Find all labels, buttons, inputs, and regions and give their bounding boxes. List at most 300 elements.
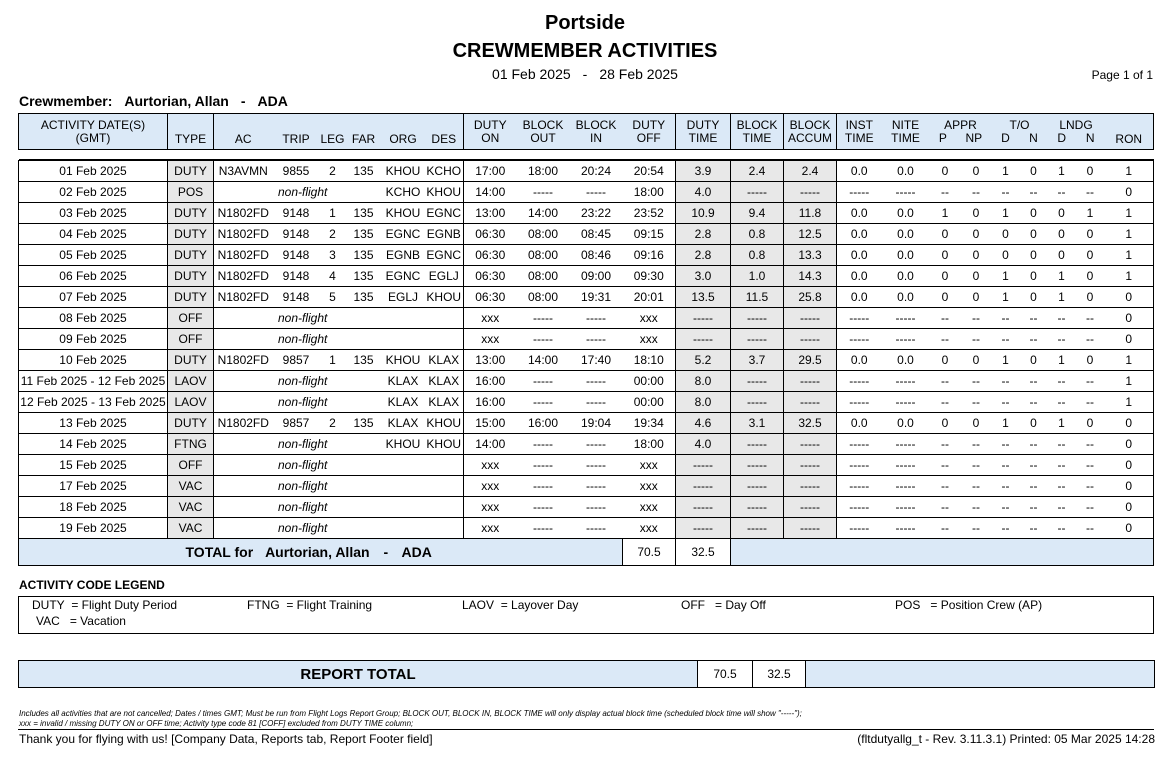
- cell-ron: 1: [1105, 350, 1154, 371]
- activity-row: [19, 266, 1154, 287]
- cell-type: DUTY: [168, 413, 214, 434]
- header-duty-off-line2: OFF: [636, 130, 661, 145]
- legend-title: ACTIVITY CODE LEGEND: [19, 578, 165, 592]
- cell-nite: 0.0: [882, 350, 930, 371]
- crew-total-text: TOTAL for: [185, 544, 254, 560]
- cell-block-out: 16:00: [517, 413, 570, 434]
- cell-lndg-n: 0: [1076, 350, 1105, 371]
- cell-duty-on: 17:00: [464, 161, 517, 182]
- cell-to-n: --: [1020, 434, 1048, 455]
- legend-box: [18, 596, 1154, 634]
- cell-lndg-d: 0: [1048, 224, 1076, 245]
- cell-date: 19 Feb 2025: [19, 518, 168, 539]
- legend-desc: = Day Off: [715, 598, 766, 612]
- header-block-accum-line2: ACCUM: [788, 130, 832, 145]
- cell-lndg-n: --: [1076, 392, 1105, 413]
- activity-table: [18, 159, 1154, 566]
- cell-appr-np: 0: [961, 287, 992, 308]
- activity-row: [19, 476, 1154, 497]
- cell-duty-time: 13.5: [676, 287, 731, 308]
- cell-date: 01 Feb 2025: [19, 161, 168, 182]
- crew-total-block-time: 32.5: [676, 539, 731, 566]
- cell-nite: -----: [882, 455, 930, 476]
- cell-appr-np: 0: [961, 350, 992, 371]
- cell-block-accum: 14.3: [784, 266, 837, 287]
- cell-to-d: --: [992, 308, 1020, 329]
- cell-appr-np: --: [961, 455, 992, 476]
- cell-to-n: 0: [1020, 224, 1048, 245]
- header-nite-time: [882, 114, 930, 150]
- cell-trip: 9148: [273, 203, 320, 224]
- cell-inst: -----: [837, 476, 882, 497]
- cell-org: EGLJ: [382, 287, 425, 308]
- cell-far: 135: [346, 203, 382, 224]
- cell-duty-time: -----: [676, 455, 731, 476]
- cell-block-accum: 25.8: [784, 287, 837, 308]
- crewmember-separator: -: [240, 93, 246, 109]
- header-des-label: DES: [431, 132, 457, 146]
- cell-duty-time: 10.9: [676, 203, 731, 224]
- cell-ac: N1802FD: [214, 245, 273, 266]
- cell-appr-np: --: [961, 308, 992, 329]
- cell-to-n: 0: [1020, 287, 1048, 308]
- cell-appr-p: 0: [930, 224, 961, 245]
- cell-inst: 0.0: [837, 224, 882, 245]
- cell-ron: 1: [1105, 392, 1154, 413]
- cell-leg: 1: [320, 203, 346, 224]
- cell-duty-off: xxx: [623, 455, 676, 476]
- cell-block-time: -----: [731, 392, 784, 413]
- legend-item-vac: [36, 614, 126, 628]
- header-org-label: ORG: [389, 132, 417, 146]
- cell-block-out: 08:00: [517, 245, 570, 266]
- cell-block-in: 08:46: [570, 245, 623, 266]
- cell-appr-p: --: [930, 476, 961, 497]
- cell-block-accum: -----: [784, 329, 837, 350]
- header-duty-time: [676, 114, 731, 150]
- cell-org: [382, 308, 425, 329]
- cell-appr-np: --: [961, 329, 992, 350]
- report-notes-line1: Includes all activities that are not cancelled; Dates / times GMT; Must be run from Flight Logs Report Group; BLOCK OUT, BLOCK IN, BLOCK TIME will only display actual block time (scheduled block time will show "-----");: [19, 709, 802, 718]
- report-total-filler: [806, 661, 1155, 688]
- cell-ron: 1: [1105, 161, 1154, 182]
- cell-block-time: 2.4: [731, 161, 784, 182]
- cell-org: [382, 497, 425, 518]
- activity-row: [19, 455, 1154, 476]
- cell-ron: 1: [1105, 371, 1154, 392]
- cell-inst: -----: [837, 371, 882, 392]
- legend-desc: = Position Crew (AP): [930, 598, 1043, 612]
- cell-to-d: --: [992, 329, 1020, 350]
- legend-desc: = Flight Training: [286, 598, 373, 612]
- header-lndg-label: LNDG: [1059, 117, 1093, 132]
- cell-duty-on: 13:00: [464, 203, 517, 224]
- crew-total-separator: -: [383, 544, 389, 560]
- header-to-n: N: [1029, 130, 1038, 145]
- cell-duty-on: xxx: [464, 476, 517, 497]
- header-far: [346, 114, 382, 150]
- cell-nite: -----: [882, 497, 930, 518]
- header-leg: [320, 114, 346, 150]
- cell-to-n: 0: [1020, 413, 1048, 434]
- cell-duty-on: 06:30: [464, 245, 517, 266]
- cell-lndg-n: --: [1076, 476, 1105, 497]
- cell-date: 14 Feb 2025: [19, 434, 168, 455]
- cell-org: KLAX: [382, 371, 425, 392]
- cell-org: [382, 476, 425, 497]
- activity-rows: [19, 160, 1154, 539]
- cell-nonflight: non-flight: [214, 371, 382, 392]
- header-appr-np: NP: [965, 130, 983, 145]
- cell-date: 04 Feb 2025: [19, 224, 168, 245]
- crewmember-line: [19, 93, 288, 109]
- cell-date: 07 Feb 2025: [19, 287, 168, 308]
- cell-to-n: 0: [1020, 245, 1048, 266]
- footer-right-text: (fltdutyallg_t - Rev. 3.11.3.1) Printed: 05 Mar 2025 14:28: [857, 732, 1155, 746]
- cell-ac: N1802FD: [214, 266, 273, 287]
- cell-block-time: -----: [731, 497, 784, 518]
- cell-leg: 2: [320, 224, 346, 245]
- header-to-label: T/O: [1009, 117, 1030, 132]
- cell-ron: 0: [1105, 413, 1154, 434]
- cell-to-d: 1: [992, 203, 1020, 224]
- activity-row: [19, 434, 1154, 455]
- cell-date: 08 Feb 2025: [19, 308, 168, 329]
- cell-block-out: -----: [517, 371, 570, 392]
- cell-nite: 0.0: [882, 287, 930, 308]
- cell-duty-off: 18:00: [623, 434, 676, 455]
- cell-type: DUTY: [168, 350, 214, 371]
- header-block-accum-line1: BLOCK: [789, 117, 831, 132]
- cell-to-n: --: [1020, 329, 1048, 350]
- cell-inst: -----: [837, 434, 882, 455]
- cell-lndg-d: --: [1048, 308, 1076, 329]
- cell-inst: 0.0: [837, 266, 882, 287]
- cell-appr-np: 0: [961, 224, 992, 245]
- report-total-row: [19, 661, 1155, 688]
- cell-des: KHOU: [425, 287, 464, 308]
- cell-des: KLAX: [425, 392, 464, 413]
- cell-duty-on: 16:00: [464, 392, 517, 413]
- legend-item-duty: [32, 598, 177, 612]
- cell-lndg-d: 1: [1048, 266, 1076, 287]
- cell-duty-off: xxx: [623, 476, 676, 497]
- cell-duty-on: xxx: [464, 455, 517, 476]
- cell-trip: 9148: [273, 287, 320, 308]
- cell-duty-off: xxx: [623, 329, 676, 350]
- date-from: 01 Feb 2025: [492, 66, 571, 82]
- cell-duty-off: 09:15: [623, 224, 676, 245]
- cell-ron: 0: [1105, 329, 1154, 350]
- cell-nite: -----: [882, 308, 930, 329]
- report-title: CREWMEMBER ACTIVITIES: [452, 40, 718, 62]
- cell-block-accum: -----: [784, 308, 837, 329]
- cell-des: EGNC: [425, 203, 464, 224]
- cell-lndg-n: --: [1076, 329, 1105, 350]
- cell-far: 135: [346, 161, 382, 182]
- cell-trip: 9857: [273, 350, 320, 371]
- cell-block-accum: -----: [784, 182, 837, 203]
- cell-lndg-n: --: [1076, 371, 1105, 392]
- cell-nite: -----: [882, 371, 930, 392]
- cell-des: KLAX: [425, 371, 464, 392]
- cell-duty-on: xxx: [464, 329, 517, 350]
- header-ron-label: RON: [1115, 132, 1143, 146]
- cell-duty-on: xxx: [464, 497, 517, 518]
- cell-duty-on: 15:00: [464, 413, 517, 434]
- header-duty-off-line1: DUTY: [632, 117, 666, 132]
- header-appr-p: P: [938, 130, 947, 145]
- cell-duty-off: 18:10: [623, 350, 676, 371]
- cell-block-accum: 11.8: [784, 203, 837, 224]
- cell-duty-off: xxx: [623, 308, 676, 329]
- legend-item-pos: [895, 598, 1042, 612]
- header-block-in-line1: BLOCK: [575, 117, 617, 132]
- cell-lndg-d: --: [1048, 497, 1076, 518]
- cell-leg: 4: [320, 266, 346, 287]
- cell-appr-np: 0: [961, 161, 992, 182]
- cell-ac: N1802FD: [214, 224, 273, 245]
- cell-to-n: 0: [1020, 161, 1048, 182]
- legend-item-laov: [462, 598, 578, 612]
- cell-block-in: 19:04: [570, 413, 623, 434]
- cell-to-d: 1: [992, 350, 1020, 371]
- cell-org: EGNC: [382, 266, 425, 287]
- cell-lndg-d: 1: [1048, 413, 1076, 434]
- cell-lndg-d: --: [1048, 455, 1076, 476]
- cell-block-accum: -----: [784, 518, 837, 539]
- cell-des: [425, 308, 464, 329]
- cell-block-time: -----: [731, 434, 784, 455]
- cell-leg: 1: [320, 350, 346, 371]
- cell-to-n: 0: [1020, 350, 1048, 371]
- cell-far: 135: [346, 224, 382, 245]
- cell-block-out: -----: [517, 497, 570, 518]
- cell-inst: -----: [837, 308, 882, 329]
- date-range: [0, 66, 1170, 82]
- cell-to-d: --: [992, 476, 1020, 497]
- header-block-out: [517, 114, 570, 150]
- cell-nonflight: non-flight: [214, 392, 382, 413]
- cell-ac: N1802FD: [214, 287, 273, 308]
- cell-block-accum: -----: [784, 455, 837, 476]
- cell-appr-np: 0: [961, 266, 992, 287]
- cell-inst: -----: [837, 329, 882, 350]
- cell-block-in: -----: [570, 434, 623, 455]
- cell-inst: -----: [837, 455, 882, 476]
- cell-duty-off: 00:00: [623, 371, 676, 392]
- cell-org: KLAX: [382, 413, 425, 434]
- activity-row: [19, 371, 1154, 392]
- cell-trip: 9148: [273, 266, 320, 287]
- cell-type: OFF: [168, 308, 214, 329]
- cell-org: KHOU: [382, 434, 425, 455]
- cell-ac: N3AVMN: [214, 161, 273, 182]
- header-ac: [214, 114, 273, 150]
- cell-duty-time: 4.0: [676, 182, 731, 203]
- cell-org: [382, 329, 425, 350]
- cell-block-out: -----: [517, 392, 570, 413]
- activity-row: [19, 245, 1154, 266]
- cell-lndg-n: 1: [1076, 203, 1105, 224]
- activity-row: [19, 287, 1154, 308]
- cell-block-accum: 2.4: [784, 161, 837, 182]
- footer-left-text: Thank you for flying with us! [Company Data, Reports tab, Report Footer field]: [19, 732, 433, 746]
- cell-lndg-n: 0: [1076, 161, 1105, 182]
- cell-type: OFF: [168, 329, 214, 350]
- header-activity-date: [19, 114, 168, 150]
- header-inst-time: [837, 114, 882, 150]
- cell-inst: 0.0: [837, 287, 882, 308]
- cell-ac: N1802FD: [214, 413, 273, 434]
- header-nite-line2: TIME: [891, 130, 920, 145]
- cell-lndg-d: 0: [1048, 203, 1076, 224]
- cell-des: [425, 518, 464, 539]
- cell-lndg-n: --: [1076, 434, 1105, 455]
- cell-nite: -----: [882, 329, 930, 350]
- cell-block-time: 0.8: [731, 224, 784, 245]
- cell-lndg-n: 0: [1076, 245, 1105, 266]
- cell-appr-p: 0: [930, 287, 961, 308]
- cell-lndg-n: --: [1076, 518, 1105, 539]
- cell-date: 09 Feb 2025: [19, 329, 168, 350]
- legend-item-off: [681, 598, 766, 612]
- activity-row: [19, 413, 1154, 434]
- cell-ac: N1802FD: [214, 203, 273, 224]
- cell-inst: 0.0: [837, 245, 882, 266]
- cell-duty-off: xxx: [623, 518, 676, 539]
- cell-lndg-d: --: [1048, 371, 1076, 392]
- cell-des: EGNC: [425, 245, 464, 266]
- cell-duty-off: 00:00: [623, 392, 676, 413]
- cell-nonflight: non-flight: [214, 497, 382, 518]
- cell-type: DUTY: [168, 245, 214, 266]
- cell-block-accum: -----: [784, 476, 837, 497]
- header-appr-label: APPR: [944, 117, 977, 132]
- cell-ron: 1: [1105, 224, 1154, 245]
- legend-desc: = Vacation: [69, 614, 126, 628]
- cell-block-out: 18:00: [517, 161, 570, 182]
- cell-lndg-n: --: [1076, 308, 1105, 329]
- cell-duty-off: 09:16: [623, 245, 676, 266]
- activity-row: [19, 350, 1154, 371]
- cell-date: 05 Feb 2025: [19, 245, 168, 266]
- legend-code: OFF: [681, 598, 705, 612]
- activity-row: [19, 224, 1154, 245]
- cell-lndg-d: 1: [1048, 350, 1076, 371]
- cell-type: LAOV: [168, 371, 214, 392]
- cell-des: KHOU: [425, 413, 464, 434]
- legend-code: LAOV: [462, 598, 495, 612]
- cell-nonflight: non-flight: [214, 455, 382, 476]
- activity-row: [19, 518, 1154, 539]
- legend-code: POS: [895, 598, 921, 612]
- cell-ron: 0: [1105, 497, 1154, 518]
- header-activity-date-line1: ACTIVITY DATE(S): [40, 117, 146, 132]
- cell-nonflight: non-flight: [214, 434, 382, 455]
- cell-to-n: --: [1020, 476, 1048, 497]
- crewmember-name: Aurtorian, Allan: [124, 93, 229, 109]
- cell-lndg-d: 1: [1048, 161, 1076, 182]
- cell-nonflight: non-flight: [214, 518, 382, 539]
- cell-org: [382, 455, 425, 476]
- cell-type: DUTY: [168, 224, 214, 245]
- cell-block-time: -----: [731, 182, 784, 203]
- cell-inst: 0.0: [837, 203, 882, 224]
- cell-type: FTNG: [168, 434, 214, 455]
- cell-org: EGNC: [382, 224, 425, 245]
- header-block-in-line2: IN: [590, 130, 602, 145]
- cell-to-n: --: [1020, 455, 1048, 476]
- cell-to-n: --: [1020, 308, 1048, 329]
- cell-appr-p: --: [930, 308, 961, 329]
- cell-type: VAC: [168, 497, 214, 518]
- cell-duty-time: -----: [676, 476, 731, 497]
- cell-block-in: 23:22: [570, 203, 623, 224]
- cell-duty-on: 16:00: [464, 371, 517, 392]
- cell-appr-p: --: [930, 329, 961, 350]
- cell-appr-np: --: [961, 371, 992, 392]
- activity-row: [19, 308, 1154, 329]
- cell-block-in: 08:45: [570, 224, 623, 245]
- header-block-in: [570, 114, 623, 150]
- header-nite-line1: NITE: [891, 117, 920, 132]
- cell-far: 135: [346, 266, 382, 287]
- cell-block-accum: -----: [784, 392, 837, 413]
- cell-duty-time: 8.0: [676, 371, 731, 392]
- cell-appr-np: --: [961, 182, 992, 203]
- header-lndg: [1048, 114, 1105, 150]
- cell-block-accum: 32.5: [784, 413, 837, 434]
- cell-appr-p: --: [930, 392, 961, 413]
- cell-lndg-d: 1: [1048, 287, 1076, 308]
- cell-block-in: -----: [570, 455, 623, 476]
- legend-code: VAC: [36, 614, 60, 628]
- cell-ron: 0: [1105, 476, 1154, 497]
- header-activity-date-line2: (GMT): [75, 130, 111, 145]
- cell-type: VAC: [168, 476, 214, 497]
- cell-duty-time: 4.6: [676, 413, 731, 434]
- cell-des: [425, 455, 464, 476]
- cell-to-d: 1: [992, 413, 1020, 434]
- cell-des: KHOU: [425, 182, 464, 203]
- cell-far: 135: [346, 350, 382, 371]
- activity-row: [19, 203, 1154, 224]
- cell-duty-on: xxx: [464, 308, 517, 329]
- cell-nite: 0.0: [882, 245, 930, 266]
- activity-row: [19, 329, 1154, 350]
- cell-duty-time: 3.0: [676, 266, 731, 287]
- cell-duty-on: 13:00: [464, 350, 517, 371]
- cell-block-out: -----: [517, 476, 570, 497]
- cell-org: KCHO: [382, 182, 425, 203]
- cell-block-in: -----: [570, 476, 623, 497]
- cell-ac: N1802FD: [214, 350, 273, 371]
- cell-block-out: 14:00: [517, 350, 570, 371]
- cell-nonflight: non-flight: [214, 476, 382, 497]
- header-inst-line1: INST: [845, 117, 873, 132]
- cell-block-time: -----: [731, 371, 784, 392]
- header-block-out-line2: OUT: [530, 130, 556, 145]
- cell-duty-time: 5.2: [676, 350, 731, 371]
- cell-inst: -----: [837, 392, 882, 413]
- cell-ron: 0: [1105, 308, 1154, 329]
- cell-block-time: -----: [731, 308, 784, 329]
- cell-to-d: --: [992, 392, 1020, 413]
- cell-to-d: 0: [992, 245, 1020, 266]
- crew-total-label: [168, 539, 623, 566]
- cell-block-time: 9.4: [731, 203, 784, 224]
